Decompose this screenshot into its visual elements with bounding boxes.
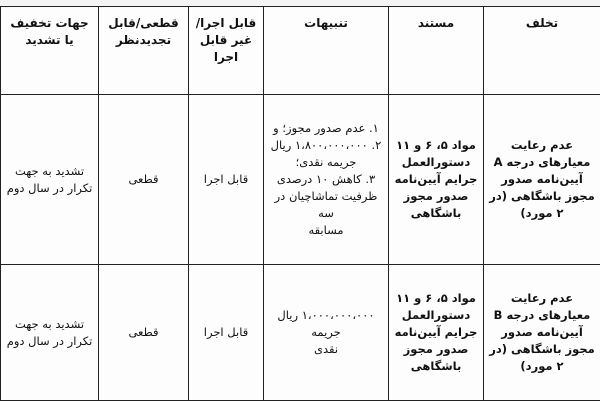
table-row (1, 265, 600, 401)
notes-line: ۱. عدم صدور مجوز؛ و (268, 120, 384, 137)
header-document: مستند (389, 7, 484, 95)
cell-direction: تشدید به جهت تکرار در سال دوم (1, 95, 99, 265)
cell-document: مواد ۵، ۶ و ۱۱ دستورالعمل جرایم آیین‌نامه صدور مجوز باشگاهی (389, 265, 484, 401)
cell-offense: عدم رعایت معیارهای درجه B آیین‌نامه صدور مجوز باشگاهی (در ۲ مورد) (484, 265, 600, 401)
notes-line: مسابقه (268, 222, 384, 239)
table-header-row (1, 7, 600, 95)
header-notes: تنبیهات (264, 7, 389, 95)
cell-final: قطعی (99, 95, 189, 265)
header-final: قطعی/قابل تجدیدنظر (99, 7, 189, 95)
notes-line: ۱،۰۰۰،۰۰۰،۰۰۰ ریال جریمه (268, 307, 384, 341)
notes-line: ظرفیت تماشاچیان در سه (268, 188, 384, 222)
header-executable: قابل اجرا/غیر قابل اجرا (189, 7, 264, 95)
cell-executable: قابل اجرا (189, 95, 264, 265)
cell-final: قطعی (99, 265, 189, 401)
header-direction: جهات تخفیف یا تشدید (1, 7, 99, 95)
header-offense: تخلف (484, 7, 600, 95)
cell-direction: تشدید به جهت تکرار در سال دوم (1, 265, 99, 401)
notes-line: ۲. ۱،۸۰۰،۰۰۰،۰۰۰ ریال (268, 137, 384, 154)
penalty-table (0, 6, 600, 401)
notes-line: نقدی (268, 341, 384, 358)
cell-offense: عدم رعایت معیارهای درجه A آیین‌نامه صدور مجوز باشگاهی (در ۲ مورد) (484, 95, 600, 265)
cell-notes (264, 95, 389, 265)
notes-line: ۳. کاهش ۱۰ درصدی (268, 171, 384, 188)
cell-notes (264, 265, 389, 401)
cell-document: مواد ۵، ۶ و ۱۱ دستورالعمل جرایم آیین‌نامه صدور مجوز باشگاهی (389, 95, 484, 265)
table-row (1, 95, 600, 265)
cell-executable: قابل اجرا (189, 265, 264, 401)
notes-line: جریمه نقدی؛ (268, 154, 384, 171)
